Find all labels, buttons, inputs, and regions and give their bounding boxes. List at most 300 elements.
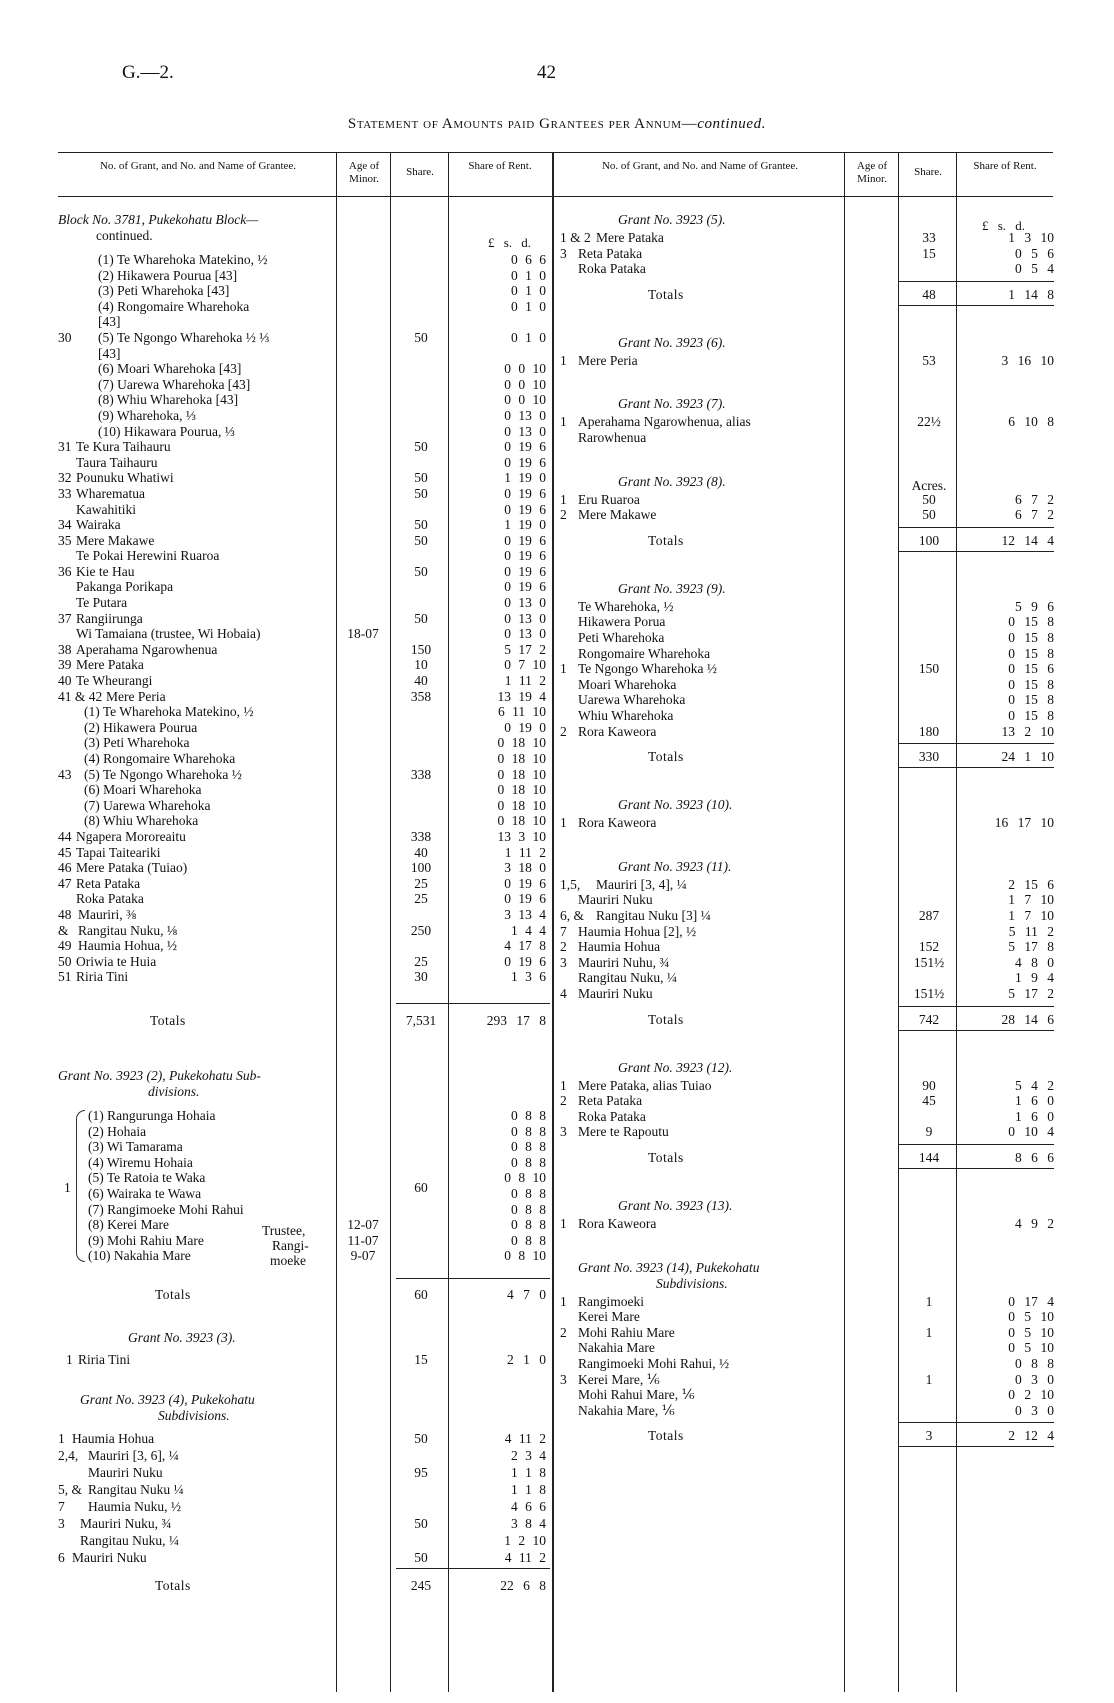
share-value: 15 — [922, 245, 936, 261]
grant-number: 44 — [58, 828, 72, 844]
grant-heading-b: divisions. — [148, 1084, 200, 1099]
grant-number: 1 — [58, 1431, 65, 1446]
share-value: 33 — [922, 230, 936, 245]
grant-number: 38 — [58, 641, 72, 657]
document-code: G.—2. — [122, 62, 174, 83]
totals-label: Totals — [155, 1578, 191, 1593]
table-row — [58, 657, 552, 673]
share-value: 50 — [922, 507, 936, 523]
grantee-name: Aperahama Ngarowhenua — [76, 641, 218, 657]
table-row — [58, 798, 552, 814]
rent-value: 6 7 2 — [1015, 491, 1054, 507]
table-row — [58, 891, 552, 907]
totals-share: 7,531 — [405, 1013, 437, 1028]
grantee-name: Roka Pataka — [76, 891, 144, 907]
totals-share: 48 — [922, 286, 936, 302]
totals-rent: 22 6 8 — [500, 1578, 546, 1593]
table-row — [58, 829, 552, 845]
column-divider — [844, 152, 845, 1692]
rent-value: 0 19 6 — [504, 563, 546, 579]
grantee-name: (2) Hikawera Pourua [43] — [98, 267, 238, 283]
grant-number: 3 — [560, 245, 567, 261]
grantee-name: Rangimoeki — [578, 1293, 644, 1309]
share-value: 50 — [414, 532, 428, 548]
table-row — [58, 299, 552, 315]
rent-value: 1 19 0 — [504, 517, 546, 533]
rent-value: 0 0 10 — [504, 361, 546, 377]
trustee-label-2: Rangi- — [272, 1238, 309, 1253]
block-heading-continued: continued. — [96, 228, 153, 243]
rent-value: 5 17 2 — [1008, 986, 1054, 1001]
rent-value: 3 16 10 — [1001, 352, 1054, 368]
grant-number: 1 — [560, 1293, 567, 1309]
share-value: 50 — [414, 329, 428, 345]
grantee-name: Rora Kaweora — [578, 815, 657, 831]
rent-value: 4 11 2 — [504, 1550, 546, 1565]
table-row — [58, 252, 552, 268]
totals-rule — [898, 551, 1054, 552]
totals-share: 144 — [918, 1150, 940, 1165]
rent-value: 0 13 0 — [504, 610, 546, 626]
rent-value: 1 6 0 — [1015, 1108, 1054, 1124]
rent-value: 0 8 8 — [1015, 1356, 1054, 1371]
table-row — [58, 361, 552, 377]
table-row — [58, 845, 552, 861]
totals-share: 60 — [414, 1287, 428, 1302]
grantee-name: Hikawera Porua — [578, 614, 666, 630]
grant3-rent: 2 1 0 — [507, 1352, 546, 1367]
table-row — [58, 782, 552, 798]
totals-share: 245 — [410, 1578, 432, 1593]
minor-age: 11-07 — [347, 1232, 379, 1248]
rent-value: 3 13 4 — [504, 906, 546, 922]
share-value: 40 — [414, 844, 428, 860]
table-row — [58, 767, 552, 783]
rent-value: 4 6 6 — [511, 1499, 546, 1514]
share-value: 45 — [922, 1093, 936, 1109]
grantee-name: Rangitau Nuku, ⅛ — [78, 922, 177, 938]
grantee-name: Whiu Wharehoka — [578, 708, 674, 723]
grantee-name: Te Ngongo Wharehoka ½ — [578, 661, 718, 677]
grant-number: 30 — [58, 329, 72, 345]
rent-value: 0 15 8 — [1008, 630, 1054, 645]
rent-value: 1 7 10 — [1008, 892, 1054, 908]
grantee-name: Mohi Rahiu Mare — [578, 1324, 675, 1340]
totals-rule — [898, 1168, 1054, 1169]
totals-label: Totals — [648, 286, 684, 302]
grant-number: 43 — [58, 766, 72, 782]
grantee-name: Mere Peria — [106, 688, 166, 704]
rent-value: 1 2 10 — [504, 1533, 546, 1548]
grantee-name: (8) Kerei Mare — [88, 1217, 169, 1233]
table-row — [58, 923, 552, 939]
grantee-name: (1) Te Wharehoka Matekino, ½ — [98, 252, 268, 267]
rent-value: 0 13 0 — [504, 626, 546, 642]
rent-value: 0 15 8 — [1008, 708, 1054, 723]
table-row — [58, 954, 552, 970]
share-value: 1 — [925, 1324, 933, 1340]
grantee-name: (10) Nakahia Mare — [88, 1248, 191, 1264]
grantee-name: Rarowhenua — [578, 430, 647, 445]
grant4-table — [58, 1430, 552, 1566]
rent-value: 4 9 2 — [1015, 1216, 1054, 1231]
rent-value: 13 2 10 — [1001, 723, 1054, 739]
rent-value: 0 13 0 — [504, 423, 546, 439]
column-header-rent-right: Share of Rent. — [973, 160, 1037, 172]
rent-value: 13 3 10 — [497, 828, 546, 844]
table-top-rule — [58, 152, 1053, 153]
grantee-name: (1) Te Wharehoka Matekino, ½ — [84, 704, 254, 720]
grant-number: 50 — [58, 953, 72, 969]
grant-number: 3 — [560, 1371, 567, 1387]
share-value: 50 — [414, 439, 428, 455]
grant-number: 40 — [58, 673, 72, 689]
grantee-name: Mauriri Nuku — [72, 1550, 147, 1565]
rent-value: 2 15 6 — [1008, 876, 1054, 892]
grantee-name: (10) Hikawara Pourua, ⅓ — [98, 423, 235, 439]
rent-value: 0 19 6 — [504, 548, 546, 564]
grant-heading: Grant No. 3923 (10). — [618, 797, 733, 813]
column-header-rent: Share of Rent. — [468, 160, 532, 172]
rent-value: 1 1 8 — [511, 1482, 546, 1497]
page-header — [0, 62, 1114, 92]
grant2-brace — [76, 1110, 85, 1262]
rent-value: 0 19 6 — [504, 501, 546, 517]
totals-rule — [898, 1006, 1054, 1007]
totals-label: Totals — [648, 1011, 684, 1027]
share-value: 50 — [414, 470, 428, 486]
table-row — [58, 1170, 552, 1186]
rent-value: 4 11 2 — [504, 1431, 546, 1446]
share-value: 50 — [414, 517, 428, 533]
grantee-name: Haumia Hohua [2], ½ — [578, 923, 697, 939]
grantee-name: (4) Wiremu Hohaia — [88, 1154, 193, 1170]
grant-number: 31 — [58, 439, 72, 455]
trustee-label-3: moeke — [270, 1253, 306, 1268]
table-row — [58, 392, 552, 408]
totals-rent: 293 17 8 — [486, 1013, 546, 1028]
table-row — [58, 1108, 552, 1124]
share-value: 1 — [925, 1293, 933, 1309]
table-row — [58, 424, 552, 440]
grantee-name: Te Wheurangi — [76, 673, 153, 689]
trustee-label: Trustee, — [262, 1223, 306, 1238]
grant-number: 1 — [560, 1077, 567, 1093]
grantee-name: Peti Wharehoka — [578, 630, 665, 645]
totals-label: Totals — [648, 532, 684, 548]
grant-number: 33 — [58, 485, 72, 501]
grant-number: 1 — [560, 815, 567, 831]
totals-rule — [898, 1030, 1054, 1031]
grant-number: 1 & 2 — [560, 230, 591, 245]
rent-value: 0 8 8 — [511, 1108, 546, 1123]
rent-value: 6 7 2 — [1015, 507, 1054, 523]
grantee-name: Reta Pataka — [76, 875, 141, 891]
rent-value: 0 8 10 — [504, 1248, 546, 1264]
rent-value: 0 19 6 — [504, 579, 546, 595]
table-row — [58, 751, 552, 767]
statement-title — [0, 116, 1114, 133]
grantee-name: Kawahitiki — [76, 501, 136, 517]
rent-value: 0 17 4 — [1008, 1293, 1054, 1309]
totals-rule — [898, 1422, 1054, 1423]
table-row — [58, 1124, 552, 1140]
grant-number: 1 — [560, 1216, 567, 1231]
table-row — [58, 1464, 552, 1481]
rent-value: 0 7 10 — [504, 657, 546, 673]
grant-number: 48 — [58, 906, 72, 922]
table-row — [58, 408, 552, 424]
table-row — [58, 1186, 552, 1202]
rent-value: 5 17 2 — [504, 641, 546, 657]
rent-value: 0 10 4 — [1008, 1124, 1054, 1140]
grant-heading: Grant No. 3923 (12). — [618, 1059, 733, 1075]
totals-label: Totals — [648, 1428, 684, 1444]
rent-value: 6 11 10 — [498, 704, 546, 720]
grant-number: 2,4, — [58, 1448, 79, 1463]
totals-rule — [396, 1003, 550, 1004]
grant-number: 51 — [58, 969, 72, 985]
grant2-share: 60 — [414, 1180, 428, 1195]
totals-rule — [898, 767, 1054, 768]
totals-rule — [898, 527, 1054, 528]
table-row — [58, 283, 552, 299]
table-row — [58, 860, 552, 876]
rent-value: 1 3 6 — [511, 969, 546, 985]
share-value: 30 — [414, 969, 428, 985]
table-row — [58, 1532, 552, 1549]
table-row — [58, 1202, 552, 1218]
rent-value: 5 17 8 — [1008, 939, 1054, 955]
column-divider — [553, 152, 554, 1692]
grant-number: 34 — [58, 517, 72, 533]
rent-value: 0 13 0 — [504, 595, 546, 611]
table-row — [58, 720, 552, 736]
share-value: 338 — [410, 766, 432, 782]
table-row — [58, 517, 552, 533]
totals-rent: 1 14 8 — [1008, 286, 1054, 302]
rent-value: 0 18 10 — [497, 735, 546, 751]
grantee-name: Nakahia Mare, ⅙ — [578, 1402, 675, 1418]
grant-number: 7 — [58, 1499, 65, 1514]
share-value: 95 — [414, 1465, 428, 1480]
grant2-number: 1 — [64, 1180, 71, 1195]
grant-number: 47 — [58, 875, 72, 891]
table-row — [58, 346, 552, 362]
rent-value: 0 8 8 — [511, 1185, 546, 1201]
grantee-name: Kerei Mare, ⅙ — [578, 1371, 660, 1387]
grantee-name: [43] — [98, 314, 121, 330]
rent-value: 0 3 0 — [1015, 1371, 1054, 1387]
grantee-name: (7) Uarewa Wharehoka — [84, 797, 211, 813]
table-row — [58, 1139, 552, 1155]
column-header-grant: No. of Grant, and No. and Name of Grantee. — [99, 160, 297, 172]
grantee-name: Te Kura Taihauru — [76, 439, 171, 455]
grantee-name: Mere Peria — [578, 352, 638, 368]
table-row — [58, 314, 552, 330]
share-value: 9 — [925, 1124, 933, 1140]
totals-label: Totals — [648, 1150, 684, 1165]
grantee-name: Rongomaire Wharehoka — [578, 645, 711, 661]
column-header-grant-right: No. of Grant, and No. and Name of Grantee. — [601, 160, 799, 172]
rent-value: 0 19 0 — [504, 719, 546, 735]
grantee-name: Aperahama Ngarowhenua, alias — [578, 414, 751, 430]
rent-value: 0 3 0 — [1015, 1402, 1054, 1418]
column-header-share: Share. — [406, 166, 434, 178]
rent-value: 0 8 8 — [511, 1154, 546, 1170]
share-value: 40 — [414, 673, 428, 689]
rent-value: 0 19 6 — [504, 875, 546, 891]
rent-value: 1 7 10 — [1008, 908, 1054, 923]
rent-value: 5 4 2 — [1015, 1077, 1054, 1093]
rent-value: 0 18 10 — [497, 797, 546, 813]
grantee-name: Rangitau Nuku, ¼ — [80, 1533, 179, 1548]
table-row — [58, 1498, 552, 1515]
rent-value: 2 3 4 — [511, 1448, 546, 1463]
table-row — [58, 735, 552, 751]
totals-label: Totals — [150, 1013, 186, 1028]
grantee-name: (2) Hikawera Pourua — [84, 719, 198, 735]
rent-value: 0 1 0 — [511, 283, 546, 299]
grant-heading: Grant No. 3923 (11). — [618, 858, 732, 874]
rent-value: 0 19 6 — [504, 953, 546, 969]
grantee-name: (6) Moari Wharehoka — [84, 782, 202, 798]
rent-value: 0 15 8 — [1008, 614, 1054, 630]
table-row — [58, 642, 552, 658]
table-row — [58, 938, 552, 954]
grantee-name: Mauriri Nuhu, ¾ — [578, 954, 670, 970]
table-row — [58, 611, 552, 627]
share-value: 22½ — [917, 414, 941, 430]
share-value: 25 — [414, 875, 428, 891]
table-row — [58, 1515, 552, 1532]
grantee-name: (9) Mohi Rahiu Mare — [88, 1232, 204, 1248]
grantee-name: (5) Te Ngongo Wharehoka ½ ⅓ — [98, 329, 270, 345]
table-row — [58, 470, 552, 486]
grant-number: 37 — [58, 610, 72, 626]
share-value: 150 — [918, 661, 940, 677]
grant-heading: Grant No. 3923 (4), Pukekohatu — [80, 1392, 255, 1407]
grantee-name: Haumia Hohua, ½ — [78, 938, 177, 954]
rent-value: 16 17 10 — [994, 815, 1054, 831]
rent-value: 0 5 4 — [1015, 261, 1054, 277]
grantee-name: Ngapera Mororeaitu — [76, 828, 186, 844]
share-value: 50 — [414, 1431, 428, 1446]
grantee-name: Rangiirunga — [76, 610, 143, 626]
rent-value: 1 4 4 — [511, 922, 546, 938]
rent-value: 0 19 6 — [504, 454, 546, 470]
grantee-name: [43] — [98, 345, 121, 361]
grantee-name: (2) Hohaia — [88, 1123, 147, 1139]
rent-value: 3 8 4 — [511, 1516, 546, 1531]
rent-value: 0 1 0 — [511, 329, 546, 345]
totals-share: 100 — [918, 532, 940, 548]
grantee-name: (9) Wharehoka, ⅓ — [98, 407, 196, 423]
table-row — [58, 533, 552, 549]
table-row — [58, 1430, 552, 1447]
grantee-name: (6) Moari Wharehoka [43] — [98, 361, 242, 377]
rent-value: 0 8 8 — [511, 1217, 546, 1233]
rent-value: 0 19 6 — [504, 439, 546, 455]
grant-heading: Grant No. 3923 (7). — [618, 396, 726, 412]
grant-number: 3 — [560, 954, 567, 970]
table-row — [58, 579, 552, 595]
grantee-name: (7) Rangimoeke Mohi Rahui — [88, 1201, 244, 1217]
rent-value: 1 11 2 — [504, 844, 546, 860]
totals-rent: 4 7 0 — [507, 1287, 546, 1302]
rent-value: 0 19 6 — [504, 891, 546, 907]
grant-number: 2 — [560, 1324, 567, 1340]
share-value: 287 — [918, 908, 940, 923]
table-row — [58, 1481, 552, 1498]
grantee-name: Eru Ruaroa — [578, 491, 640, 507]
share-value: 151½ — [913, 954, 945, 970]
grant-number: 6 — [58, 1550, 65, 1565]
table-row — [58, 595, 552, 611]
totals-share: 330 — [918, 749, 940, 765]
share-value: 10 — [414, 657, 428, 673]
table-row — [58, 502, 552, 518]
share-value: 50 — [414, 563, 428, 579]
share-value: 358 — [410, 688, 432, 704]
share-value: 50 — [922, 491, 936, 507]
grantee-name: Kie te Hau — [76, 563, 135, 579]
grant-heading-b: Subdivisions. — [158, 1408, 230, 1423]
share-value: 1 — [925, 1371, 933, 1387]
table-row — [58, 377, 552, 393]
grant-heading: Grant No. 3923 (5). — [618, 212, 726, 227]
rent-value: 0 19 6 — [504, 485, 546, 501]
rent-value: 0 8 8 — [511, 1232, 546, 1248]
grantee-name: Mere Pataka, alias Tuiao — [578, 1077, 712, 1093]
share-value: 50 — [414, 1550, 428, 1565]
share-value: 150 — [410, 641, 432, 657]
grantee-name: Rangimoeki Mohi Rahui, ½ — [578, 1356, 730, 1371]
grantee-name: Te Putara — [76, 595, 128, 611]
totals-rent: 2 12 4 — [1008, 1428, 1054, 1444]
table-row — [58, 673, 552, 689]
table-row — [58, 876, 552, 892]
minor-age: 12-07 — [347, 1217, 379, 1233]
grantee-name: (8) Whiu Wharehoka — [84, 813, 199, 829]
grantee-name: Mauriri Nuku, ¾ — [80, 1516, 172, 1531]
currency-header: £ s. d. — [488, 235, 532, 250]
grant3-number: 1 — [66, 1352, 73, 1367]
grantee-name: Moari Wharehoka — [578, 676, 677, 692]
grantee-name: Rangitau Nuku, ¼ — [578, 970, 677, 986]
grantee-name: Mohi Rahui Mare, ⅙ — [578, 1387, 695, 1403]
grantee-name: Mauriri Nuku — [88, 1465, 163, 1480]
column-header-age-right: Age of Minor. — [856, 160, 888, 185]
page-number: 42 — [537, 62, 556, 83]
grant-number: 7 — [560, 923, 567, 939]
grantee-name: Nakahia Mare — [578, 1340, 655, 1356]
table-row — [58, 907, 552, 923]
grant-number: 32 — [58, 470, 72, 486]
grantee-name: Mere Pataka — [596, 230, 664, 245]
grant-number: 45 — [58, 844, 72, 860]
currency-header-right: £ s. d. — [982, 218, 1026, 233]
share-value: 180 — [918, 723, 940, 739]
share-value: 100 — [410, 860, 432, 876]
grant-number: 49 — [58, 938, 72, 954]
rent-value: 5 11 2 — [1008, 923, 1054, 939]
table-row — [58, 439, 552, 455]
rent-value: 0 15 6 — [1008, 661, 1054, 677]
share-value: 250 — [410, 922, 432, 938]
table-row — [58, 1447, 552, 1464]
rent-value: 0 15 8 — [1008, 676, 1054, 692]
